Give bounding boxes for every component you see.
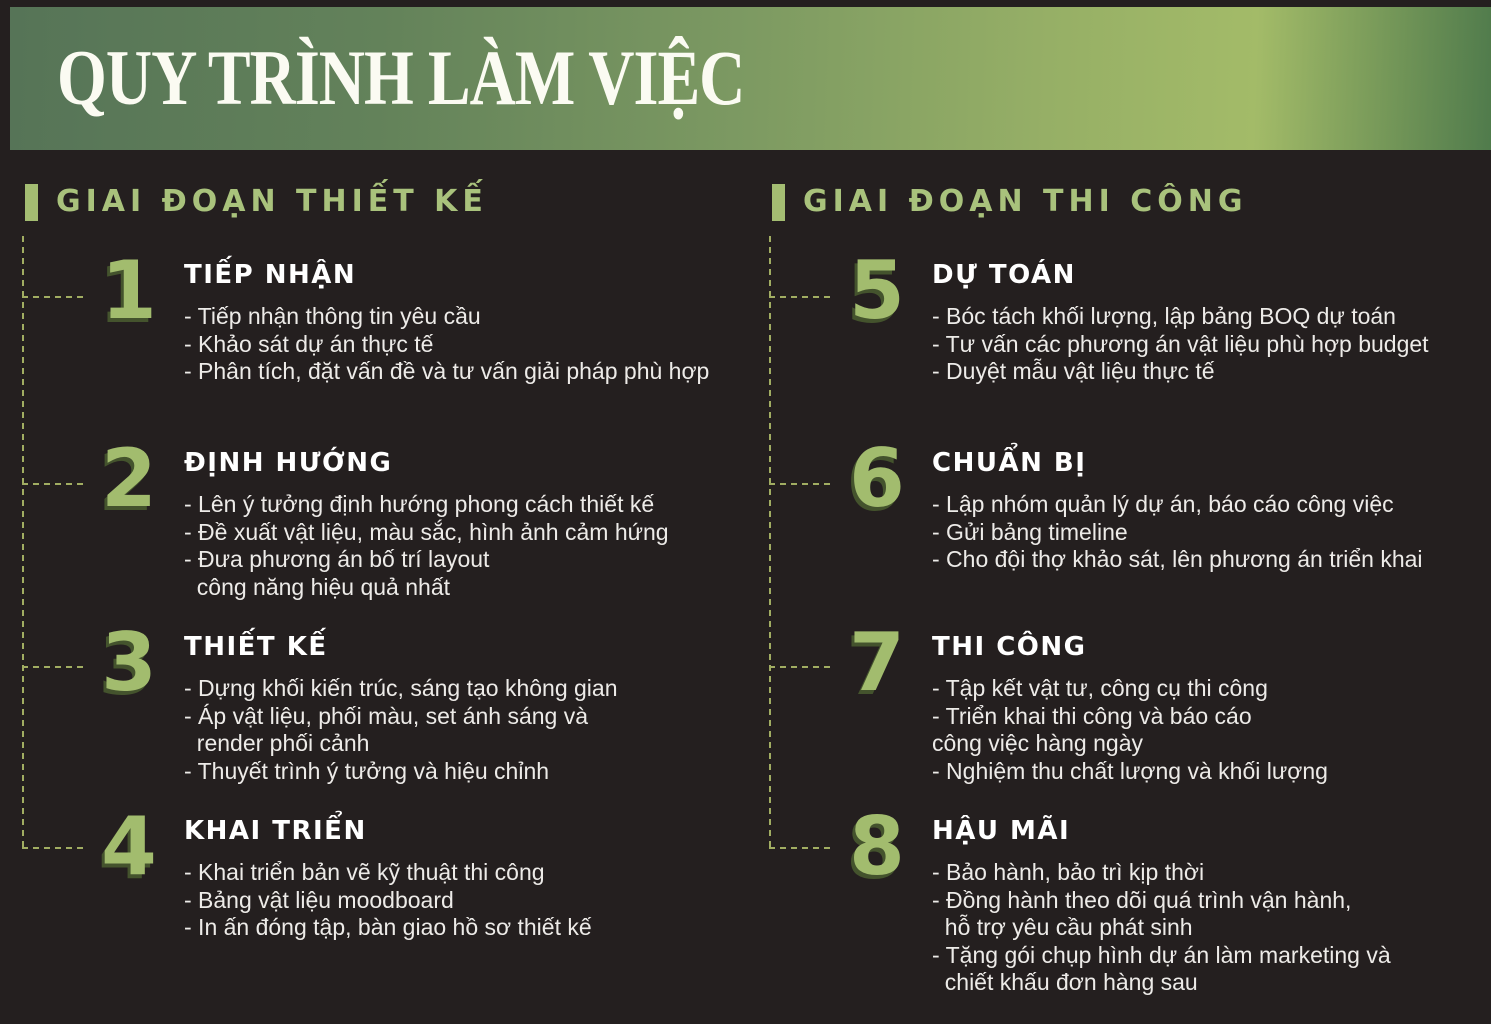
- step-line: - Duyệt mẫu vật liệu thực tế: [932, 358, 1215, 384]
- step-title: HẬU MÃI: [932, 816, 1071, 846]
- step-line: chiết khấu đơn hàng sau: [932, 969, 1198, 995]
- step-3: [90, 616, 618, 785]
- header-banner: [10, 7, 1491, 150]
- step-title: KHAI TRIỂN: [184, 816, 367, 846]
- step-line: - Đưa phương án bố trí layout: [184, 546, 490, 572]
- step-line: - Bóc tách khối lượng, lập bảng BOQ dự toán: [932, 303, 1396, 329]
- step-line: render phối cảnh: [184, 730, 370, 756]
- step-line: - Dựng khối kiến trúc, sáng tạo không gian: [184, 675, 618, 701]
- step-number: 1: [101, 244, 157, 337]
- connector-horizontal-step8: [769, 847, 831, 849]
- step-line: công việc hàng ngày: [932, 730, 1143, 756]
- step-line: - Lập nhóm quản lý dự án, báo cáo công việc: [932, 491, 1394, 517]
- step-line: hỗ trợ yêu cầu phát sinh: [932, 914, 1193, 940]
- step-title: CHUẨN BỊ: [932, 448, 1087, 478]
- step-line: - Cho đội thợ khảo sát, lên phương án triển khai: [932, 546, 1423, 572]
- step-line: - Đồng hành theo dõi quá trình vận hành,: [932, 886, 1352, 913]
- step-line: - Bảo hành, bảo trì kịp thời: [932, 859, 1205, 885]
- step-line: - Tặng gói chụp hình dự án làm marketing và: [932, 941, 1391, 968]
- step-7: [838, 616, 1328, 785]
- step-line: - Tư vấn các phương án vật liệu phù hợp budget: [932, 330, 1429, 357]
- heading-bar-icon: [25, 184, 38, 221]
- step-8: [838, 800, 1391, 997]
- step-title: THI CÔNG: [932, 632, 1087, 662]
- step-4: [90, 800, 592, 942]
- connector-horizontal-step5: [769, 296, 831, 298]
- step-title: ĐỊNH HƯỚNG: [184, 448, 393, 478]
- step-number: 7: [849, 616, 905, 709]
- step-line: - Lên ý tưởng định hướng phong cách thiết kế: [184, 491, 655, 517]
- step-line: - Phân tích, đặt vấn đề và tư vấn giải pháp phù hợp: [184, 358, 710, 384]
- column-heading-construction: GIAI ĐOẠN THI CÔNG: [772, 184, 1247, 221]
- step-title: DỰ TOÁN: [932, 260, 1076, 290]
- step-line: - Tập kết vật tư, công cụ thi công: [932, 675, 1268, 701]
- connector-horizontal-step2: [22, 483, 84, 485]
- connector-horizontal-step4: [22, 847, 84, 849]
- step-line: - Áp vật liệu, phối màu, set ánh sáng và: [184, 702, 589, 729]
- step-line: - Gửi bảng timeline: [932, 518, 1128, 545]
- step-line: - Triển khai thi công và báo cáo: [932, 702, 1252, 729]
- step-2: [90, 432, 669, 601]
- step-title: TIẾP NHẬN: [184, 260, 357, 290]
- step-line: - Khảo sát dự án thực tế: [184, 330, 434, 357]
- connector-vertical-left: [22, 236, 24, 850]
- step-title: THIẾT KẾ: [184, 632, 328, 662]
- step-line: - Khai triển bản vẽ kỹ thuật thi công: [184, 859, 545, 885]
- step-line: - Đề xuất vật liệu, màu sắc, hình ảnh cảm hứng: [184, 518, 669, 545]
- heading-bar-icon: [772, 184, 785, 221]
- step-number: 8: [849, 800, 905, 893]
- step-1: [90, 244, 710, 386]
- step-5: [838, 244, 1429, 386]
- page-title: QUY TRÌNH LÀM VIỆC: [57, 34, 745, 121]
- step-line: - Thuyết trình ý tưởng và hiệu chỉnh: [184, 757, 550, 784]
- step-line: - Bảng vật liệu moodboard: [184, 886, 454, 913]
- connector-horizontal-step1: [22, 296, 84, 298]
- step-number: 6: [849, 432, 905, 525]
- step-line: - Nghiệm thu chất lượng và khối lượng: [932, 757, 1328, 784]
- step-number: 3: [101, 616, 157, 709]
- column-heading-design: GIAI ĐOẠN THIẾT KẾ: [25, 184, 488, 221]
- step-line: - In ấn đóng tập, bàn giao hồ sơ thiết kế: [184, 914, 592, 940]
- connector-horizontal-step6: [769, 483, 831, 485]
- connector-horizontal-step3: [22, 666, 84, 668]
- step-6: [838, 432, 1423, 574]
- connector-vertical-right: [769, 236, 771, 850]
- step-number: 4: [101, 800, 157, 893]
- step-number: 2: [101, 432, 157, 525]
- step-number: 5: [849, 244, 905, 337]
- connector-horizontal-step7: [769, 666, 831, 668]
- step-line: - Tiếp nhận thông tin yêu cầu: [184, 303, 481, 329]
- step-line: công năng hiệu quả nhất: [184, 573, 451, 600]
